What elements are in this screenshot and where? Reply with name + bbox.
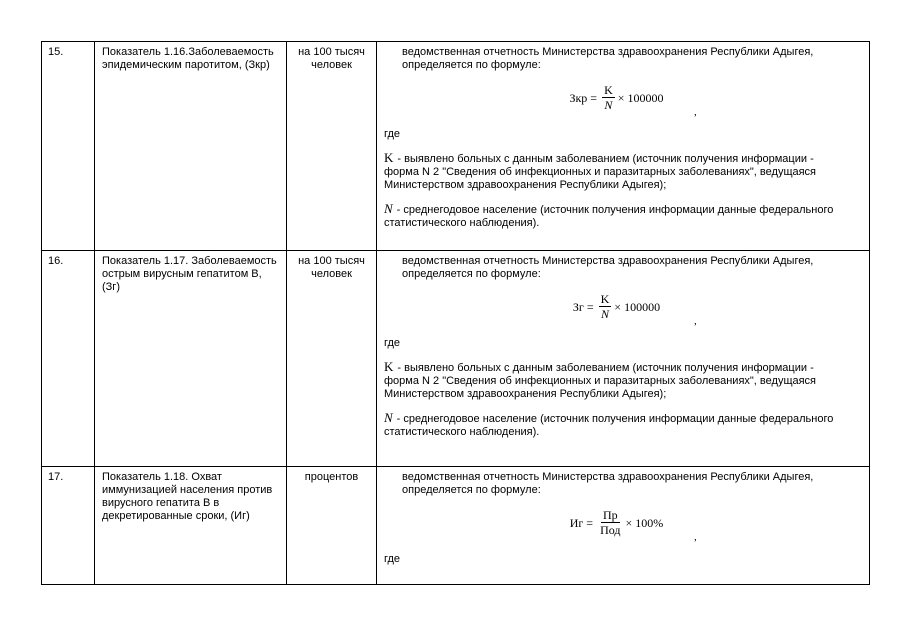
unit-of-measure: на 100 тысяч человек <box>287 42 377 250</box>
source-cell <box>377 42 869 250</box>
definition-n <box>384 411 849 439</box>
table-row <box>42 42 869 251</box>
formula-numerator: K <box>600 292 610 306</box>
symbol-n: N <box>384 410 393 425</box>
source-intro: ведомственная отчетность Министерства здравоохранения Республики Адыгея, определяется по формуле: <box>402 471 814 496</box>
formula-fraction <box>599 293 612 321</box>
row-number: 16. <box>42 251 95 466</box>
where-label: где <box>384 553 401 565</box>
row-number: 15. <box>42 42 95 250</box>
row-number: 17. <box>42 467 95 584</box>
formula-fraction <box>598 509 622 537</box>
unit-of-measure: процентов <box>287 467 377 584</box>
formula-lhs: Зкр = <box>569 90 598 105</box>
definition-k-text: - выявлено больных с данным заболеванием (источник получения информации - форма N 2 "Сведения об инфекционных и паразитарных заболеваниях", ведущаяся Министерством здравоохранения Республики Адыгея); <box>384 362 817 400</box>
formula-lhs: Зг = <box>572 299 594 314</box>
definition-n-text: - среднегодовое население (источник получения информации данные федерального статистического наблюдения). <box>384 204 834 229</box>
definition-k <box>384 151 849 192</box>
definition-k-text: - выявлено больных с данным заболеванием (источник получения информации - форма N 2 "Сведения об инфекционных и паразитарных заболеваниях", ведущаяся Министерством здравоохранения Республики Адыгея); <box>384 153 817 191</box>
formula-comma: , <box>694 106 697 118</box>
formula-comma: , <box>694 315 697 327</box>
where-label: где <box>384 337 401 349</box>
unit-of-measure: на 100 тысяч человек <box>287 251 377 466</box>
table-row <box>42 251 869 467</box>
formula-fraction <box>602 84 615 112</box>
symbol-k: K <box>384 359 394 374</box>
indicator-table <box>41 41 870 585</box>
formula-numerator: Пр <box>602 508 618 522</box>
formula-multiplier: × 100% <box>625 515 664 530</box>
indicator-name: Показатель 1.17. Заболеваемость острым вирусным гепатитом В, (Зг) <box>95 251 287 466</box>
formula-denominator: N <box>600 307 609 321</box>
definition-n <box>384 202 849 230</box>
source-intro: ведомственная отчетность Министерства здравоохранения Республики Адыгея, определяется по формуле: <box>402 46 814 71</box>
formula-lhs: Иг = <box>569 515 594 530</box>
definition-k <box>384 360 849 401</box>
symbol-k: K <box>384 150 394 165</box>
formula-numerator: K <box>604 83 613 97</box>
formula-comma: , <box>694 531 697 543</box>
where-label: где <box>384 128 401 140</box>
table-row <box>42 467 869 584</box>
formula-multiplier: × 100000 <box>617 90 664 105</box>
definition-n-text: - среднегодовое население (источник получения информации данные федерального статистического наблюдения). <box>384 413 834 438</box>
formula-multiplier: × 100000 <box>614 299 661 314</box>
indicator-name: Показатель 1.16.Заболеваемость эпидемическим паротитом, (Зкр) <box>95 42 287 250</box>
source-cell <box>377 251 869 466</box>
formula-denominator: Под <box>600 523 621 537</box>
formula-denominator: N <box>604 98 613 112</box>
source-cell <box>377 467 869 584</box>
symbol-n: N <box>384 201 393 216</box>
indicator-name: Показатель 1.18. Охват иммунизацией населения против вирусного гепатита В в декретированные сроки, (Иг) <box>95 467 287 584</box>
source-intro: ведомственная отчетность Министерства здравоохранения Республики Адыгея, определяется по формуле: <box>402 255 814 280</box>
